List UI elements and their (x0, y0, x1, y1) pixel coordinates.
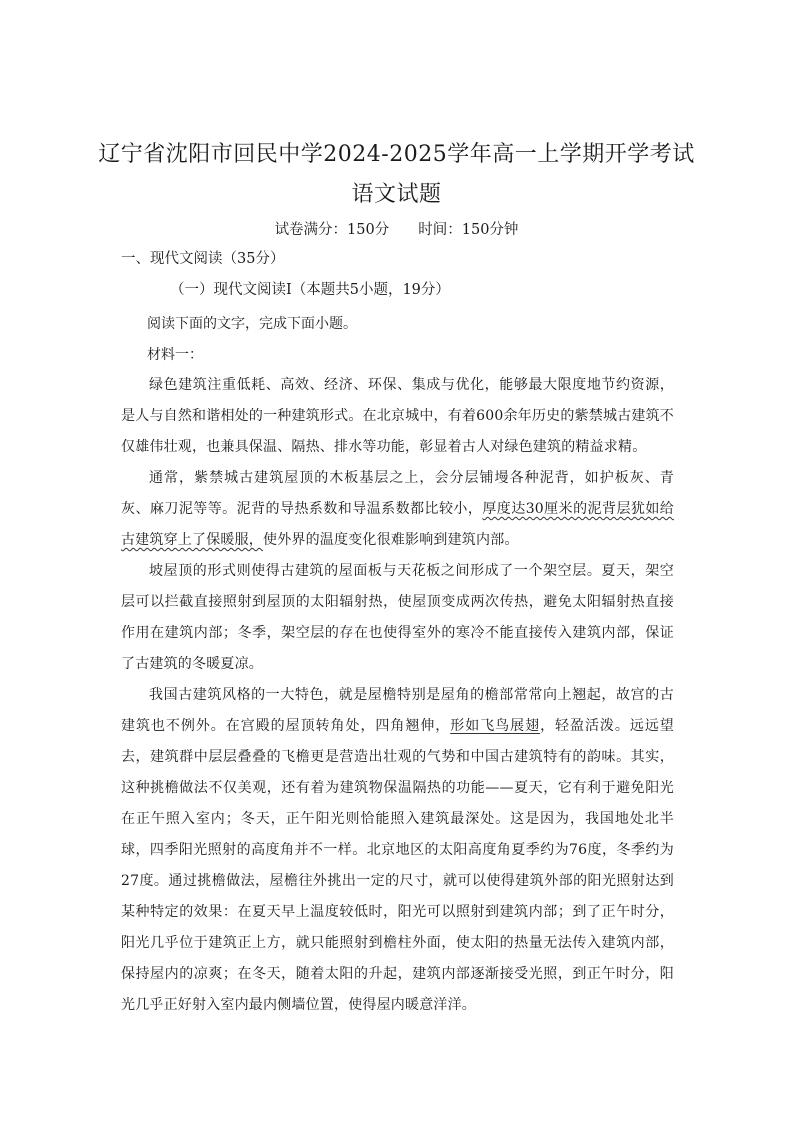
subsection-heading: （一）现代文阅读Ⅰ（本题共5小题，19分） (170, 282, 450, 298)
paragraph-2-text-a: 通常，紫禁城古建筑屋顶的木板基层之上，会分层铺墁各种泥背，如护板灰、青灰、麻刀泥等等。泥背的导热系数和导温系数都比较小， (121, 470, 674, 517)
article-body (121, 370, 674, 1021)
paragraph-4-text-a: 我国古建筑风格的一大特色，就是屋檐特别是屋角的檐部常常向上翘起，故宫的古建筑也不例外。在宫殿的屋顶转角处，四角翘伸， (121, 687, 674, 734)
paragraph-4-underline: 形如飞鸟展翅 (450, 718, 541, 734)
paragraph-2-text-b: 使外界的温度变化很难影响到建筑内部。 (263, 532, 519, 548)
paragraph-1: 绿色建筑注重低耗、高效、经济、环保、集成与优化，能够最大限度地节约资源，是人与自然和谐相处的一种建筑形式。在北京城中，有着600余年历史的紫禁城古建筑不仅雄伟壮观，也兼具保温、隔热、排水等功能，彰显着古人对绿色建筑的精益求精。 (121, 377, 674, 455)
paragraph-3: 坡屋顶的形式则使得古建筑的屋面板与天花板之间形成了一个架空层。夏天，架空层可以拦截直接照射到屋顶的太阳辐射热，使屋顶变成两次传热，避免太阳辐射热直接作用在建筑内部；冬季，架空层的存在也使得室外的寒冷不能直接传入建筑内部，保证了古建筑的冬暖夏凉。 (121, 563, 674, 672)
reading-instruction: 阅读下面的文字，完成下面小题。 (147, 316, 357, 332)
exam-title-line1: 辽宁省沈阳市回民中学2024-2025学年高一上学期开学考试 (98, 142, 695, 167)
paragraph-2 (121, 463, 674, 556)
paragraph-4 (121, 680, 674, 1021)
section-heading: 一、现代文阅读（35分） (121, 251, 285, 267)
paragraph-4-text-b: ，轻盈活泼。远远望去，建筑群中层层叠叠的飞檐更是营造出壮观的气势和中国古建筑特有的韵味。其实，这种挑檐做法不仅美观，还有着为建筑物保温隔热的功能——夏天，它有利于避免阳光在正午照入室内；冬天，正午阳光则恰能照入建筑最深处。这是因为，我国地处北半球，四季阳光照射的高度角并不一样。北京地区的太阳高度角夏季约为76度，冬季约为27度。通过挑檐做法，屋檐往外挑出一定的尺寸，就可以使得建筑外部的阳光照射达到某种特定的效果：在夏天早上温度较低时，阳光可以照射到建筑内部；到了正午时分，阳光几乎位于建筑正上方，就只能照射到檐柱外面，使太阳的热量无法传入建筑内部，保持屋内的凉爽；在冬天，随着太阳的升起，建筑内部逐渐接受光照，到正午时分，阳光几乎正好射入室内最内侧墙位置，使得屋内暖意洋洋。 (121, 718, 674, 1013)
material-label: 材料一： (147, 347, 203, 363)
exam-meta: 试卷满分：150分 时间：150分钟 (274, 222, 519, 238)
paragraph-2-wavy-underline: 厚度达30厘米的泥背层犹如给古建筑穿上了保暖服， (121, 501, 674, 548)
exam-title-line2: 语文试题 (351, 182, 442, 207)
